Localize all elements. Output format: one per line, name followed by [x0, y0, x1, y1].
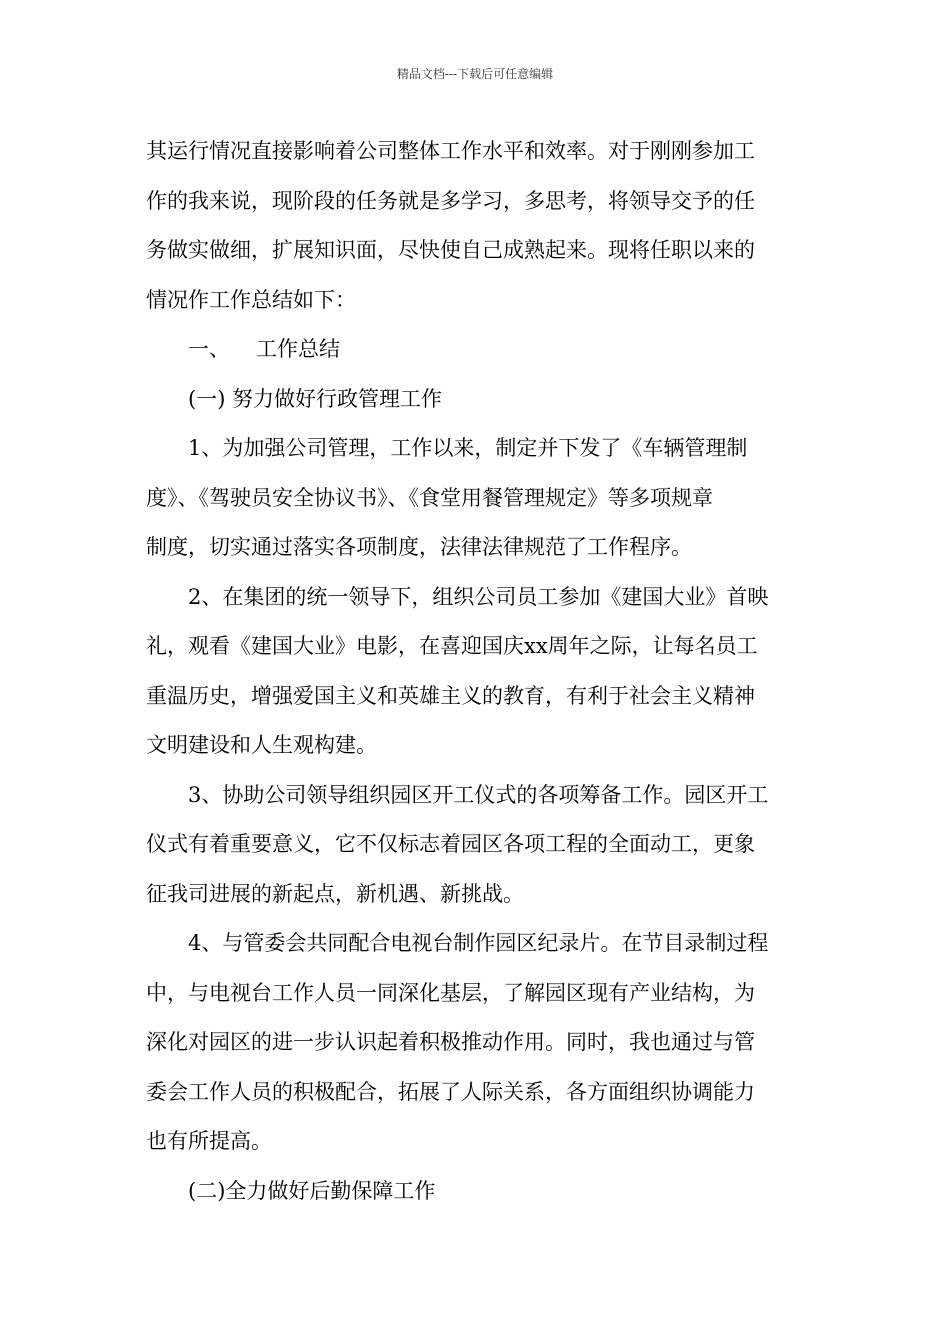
- item-4-line: 4、与管委会共同配合电视台制作园区纪录片。在节目录制过程: [188, 931, 769, 955]
- page-header: 精品文档---下载后可任意编辑: [396, 67, 554, 81]
- item-1-line: 度》、《驾驶员安全协议书》、《食堂用餐管理规定》等多项规章: [146, 485, 713, 510]
- item-1-line: 制度，切实通过落实各项制度，法律法律规范了工作程序。: [146, 535, 692, 559]
- item-4-line: 也有所提高。: [146, 1129, 272, 1153]
- item-2-line: 礼，观看《建国大业》电影，在喜迎国庆xx周年之际，让每名员工: [146, 634, 758, 658]
- item-2-line: 重温历史，增强爱国主义和英雄主义的教育，有利于社会主义精神: [146, 683, 755, 708]
- item-4-line: 委会工作人员的积极配合，拓展了人际关系，各方面组织协调能力: [146, 1079, 755, 1104]
- section-title: 工作总结: [256, 337, 340, 361]
- item-2-line: 文明建设和人生观构建。: [146, 733, 377, 757]
- intro-line: 务做实做细，扩展知识面，尽快使自己成熟起来。现将任职以来的: [146, 238, 755, 262]
- item-2-line: 2、在集团的统一领导下，组织公司员工参加《建国大业》首映: [188, 584, 769, 609]
- intro-line: 作的我来说，现阶段的任务就是多学习，多思考，将领导交予的任: [146, 188, 755, 213]
- intro-line: 其运行情况直接影响着公司整体工作水平和效率。对于刚刚参加工: [146, 139, 755, 163]
- item-3-line: 征我司进展的新起点，新机遇、新挑战。: [146, 881, 524, 906]
- item-3-line: 仪式有着重要意义，它不仅标志着园区各项工程的全面动工，更象: [146, 832, 755, 856]
- subsection-heading-2: (二)全力做好后勤保障工作: [188, 1178, 436, 1203]
- item-4-line: 深化对园区的进一步认识起着积极推动作用。同时，我也通过与管: [146, 1030, 755, 1054]
- section-heading-1: [146, 325, 810, 375]
- item-3-line: 3、协助公司领导组织园区开工仪式的各项筹备工作。园区开工: [188, 782, 769, 807]
- document-body: [146, 127, 810, 1216]
- subsection-heading-1: (一) 努力做好行政管理工作: [188, 386, 443, 411]
- section-number: 一、: [188, 337, 230, 361]
- intro-line: 情况作工作总结如下：: [146, 287, 356, 312]
- item-4-line: 中，与电视台工作人员一同深化基层，了解园区现有产业结构，为: [146, 980, 755, 1005]
- item-1-line: 1、为加强公司管理，工作以来，制定并下发了《车辆管理制: [188, 436, 748, 460]
